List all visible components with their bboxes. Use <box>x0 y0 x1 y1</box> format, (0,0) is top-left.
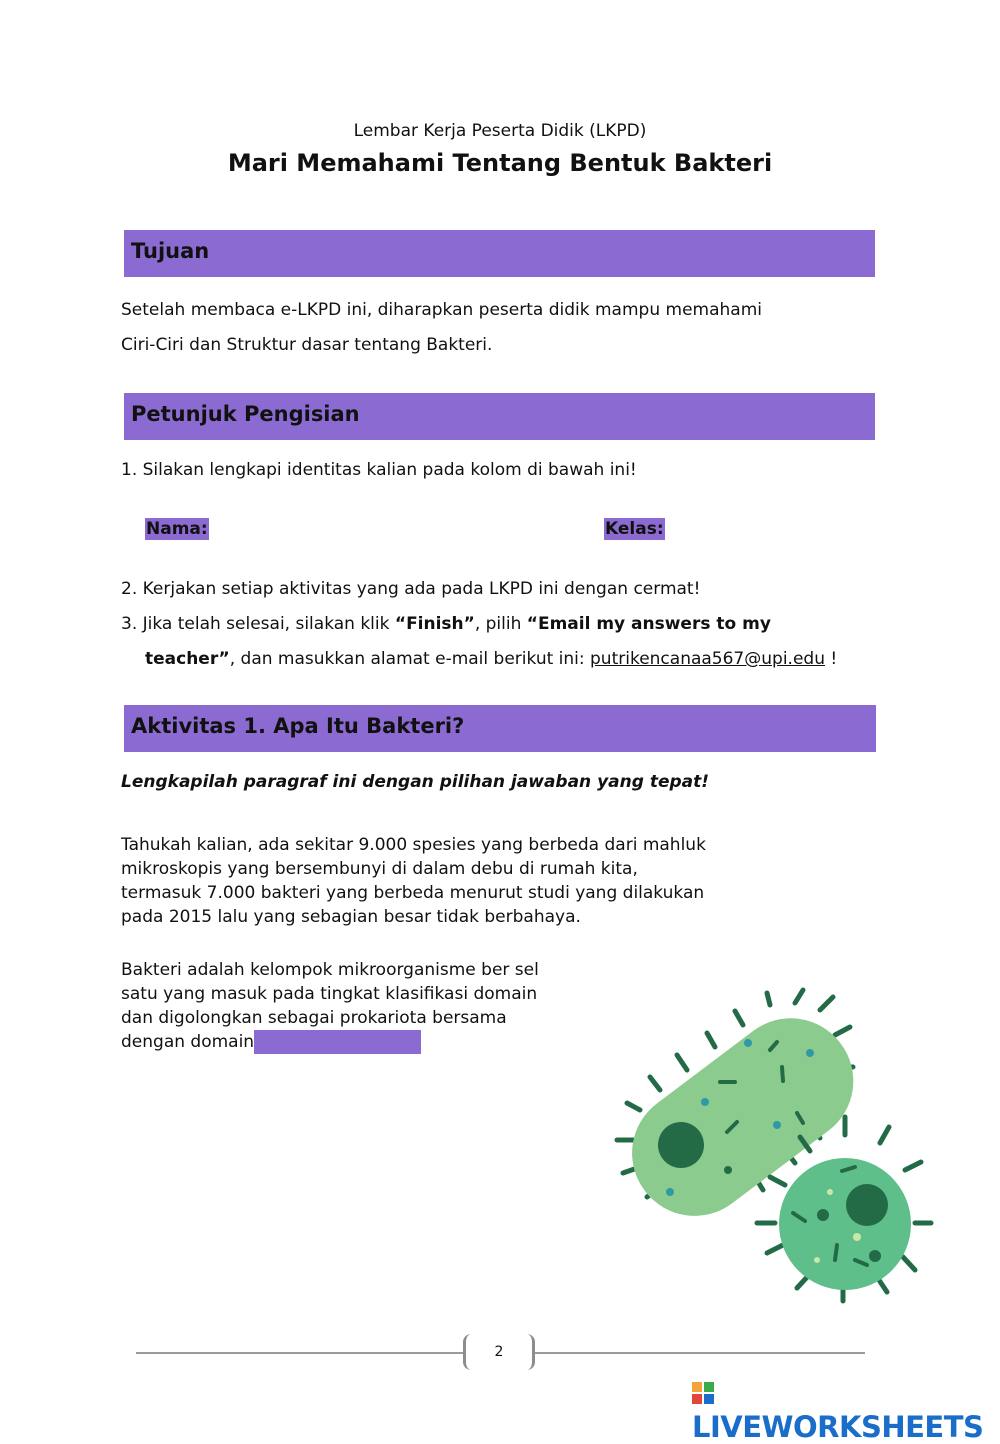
nama-field[interactable] <box>145 519 209 539</box>
instruction-step-1: 1. Silakan lengkapi identitas kalian pada kolom di bawah ini! <box>121 460 637 480</box>
instruction-step-2: 2. Kerjakan setiap aktivitas yang ada pada LKPD ini dengan cermat! <box>121 579 701 599</box>
kelas-field[interactable] <box>604 519 665 539</box>
paragraph-1-line: Tahukah kalian, ada sekitar 9.000 spesies yang berbeda dari mahluk <box>121 835 706 855</box>
instruction-step-3-cont <box>145 642 837 677</box>
instruction-step-3 <box>121 607 771 642</box>
kelas-label: Kelas: <box>605 519 664 539</box>
footer-divider-right <box>535 1352 865 1354</box>
section-heading-petunjuk: Petunjuk Pengisian <box>124 393 875 440</box>
section-heading-aktivitas-1: Aktivitas 1. Apa Itu Bakteri? <box>124 705 876 752</box>
step3-text-post: , dan masukkan alamat e-mail berikut ini: <box>229 649 591 669</box>
step3-text-mid: , pilih <box>474 614 527 634</box>
step3-text-end: ! <box>824 649 838 669</box>
paragraph-2-line: satu yang masuk pada tingkat klasifikasi domain <box>121 984 538 1004</box>
teacher-keyword: teacher” <box>145 649 230 669</box>
paragraph-2 <box>121 958 539 1054</box>
activity-instruction: Lengkapilah paragraf ini dengan pilihan jawaban yang tepat! <box>121 772 710 792</box>
tujuan-text <box>121 293 762 363</box>
footer-divider-left <box>136 1352 463 1354</box>
paragraph-2-line-last <box>121 1030 539 1054</box>
paragraph-1 <box>121 833 706 929</box>
email-answers-keyword: “Email my answers to my <box>526 614 771 634</box>
brand-text: LIVEWORKSHEETS <box>692 1410 984 1444</box>
tujuan-line-2: Ciri-Ciri dan Struktur dasar tentang Bakteri. <box>121 335 493 355</box>
paragraph-2-line-text: dengan domain <box>121 1032 255 1052</box>
step3-text: 3. Jika telah selesai, silakan klik <box>121 614 395 634</box>
worksheet-subtitle: Lembar Kerja Peserta Didik (LKPD) <box>353 121 647 141</box>
teacher-email-link[interactable]: putrikencanaa567@upi.edu <box>590 649 825 669</box>
bacteria-illustration <box>605 985 945 1315</box>
nama-label: Nama: <box>146 519 208 539</box>
page-number: 2 <box>463 1334 535 1370</box>
page-title: Mari Memahami Tentang Bentuk Bakteri <box>227 149 773 177</box>
paragraph-1-line: mikroskopis yang bersembunyi di dalam debu di rumah kita, <box>121 859 638 879</box>
domain-answer-blank[interactable] <box>254 1030 421 1054</box>
paragraph-2-line: Bakteri adalah kelompok mikroorganisme ber sel <box>121 960 539 980</box>
liveworksheets-brand[interactable] <box>692 1376 1000 1444</box>
finish-keyword: “Finish” <box>394 614 475 634</box>
paragraph-1-line: termasuk 7.000 bakteri yang berbeda menurut studi yang dilakukan <box>121 883 705 903</box>
round-nucleus <box>846 1184 888 1226</box>
round-bacterium-body <box>779 1158 911 1290</box>
paragraph-1-line: pada 2015 lalu yang sebagian besar tidak berbahaya. <box>121 907 581 927</box>
paragraph-2-line: dan digolongkan sebagai prokariota bersama <box>121 1008 507 1028</box>
section-heading-tujuan: Tujuan <box>124 230 875 277</box>
rod-nucleus <box>658 1122 704 1168</box>
tujuan-line-1: Setelah membaca e-LKPD ini, diharapkan peserta didik mampu memahami <box>121 300 762 320</box>
liveworksheets-logo-icon <box>692 1382 714 1404</box>
